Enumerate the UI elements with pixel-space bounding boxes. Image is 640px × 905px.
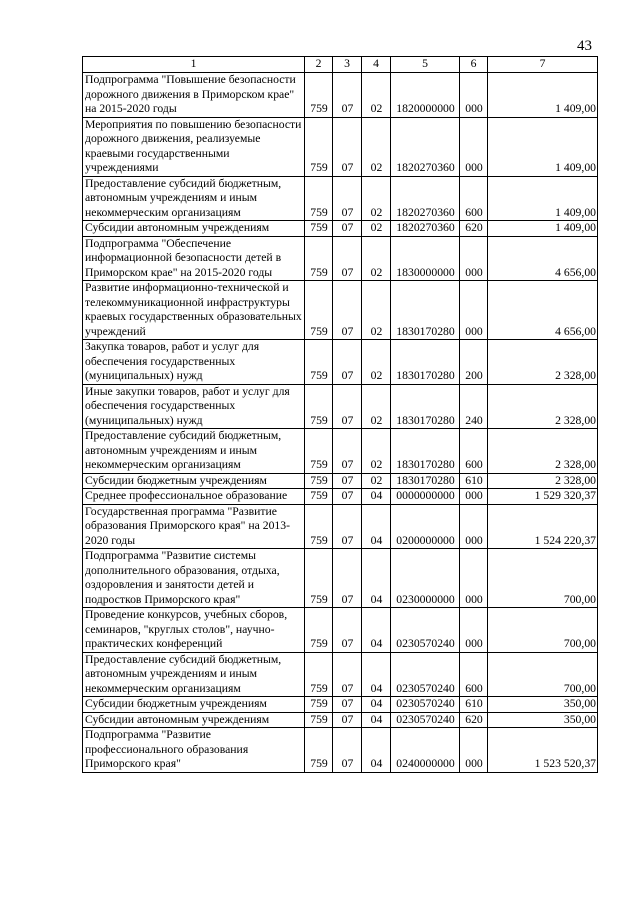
table-header-row bbox=[83, 57, 598, 73]
amount-cell: 1 409,00 bbox=[488, 221, 598, 237]
row-name: Иные закупки товаров, работ и услуг для обеспечения государственных (муниципальных) нужд bbox=[83, 384, 305, 429]
code-cell: 04 bbox=[362, 652, 391, 697]
code-cell: 759 bbox=[305, 652, 333, 697]
code-cell: 07 bbox=[333, 473, 362, 489]
table-row bbox=[83, 697, 598, 713]
code-cell: 1820000000 bbox=[391, 73, 460, 118]
amount-cell: 350,00 bbox=[488, 697, 598, 713]
code-cell: 000 bbox=[460, 608, 488, 653]
code-cell: 04 bbox=[362, 489, 391, 505]
header-cell: 5 bbox=[391, 57, 460, 73]
code-cell: 759 bbox=[305, 221, 333, 237]
amount-cell: 700,00 bbox=[488, 652, 598, 697]
code-cell: 000 bbox=[460, 728, 488, 773]
code-cell: 759 bbox=[305, 176, 333, 221]
budget-table bbox=[82, 56, 598, 773]
table-row bbox=[83, 728, 598, 773]
code-cell: 1830170280 bbox=[391, 384, 460, 429]
table-row bbox=[83, 608, 598, 653]
table-row bbox=[83, 504, 598, 549]
amount-cell: 1 524 220,37 bbox=[488, 504, 598, 549]
code-cell: 0230570240 bbox=[391, 652, 460, 697]
row-name: Подпрограмма "Развитие профессионального образования Приморского края" bbox=[83, 728, 305, 773]
row-name: Предоставление субсидий бюджетным, автономным учреждениям и иным некоммерческим организациям bbox=[83, 652, 305, 697]
table-row bbox=[83, 384, 598, 429]
code-cell: 759 bbox=[305, 236, 333, 281]
table-row bbox=[83, 73, 598, 118]
amount-cell: 700,00 bbox=[488, 608, 598, 653]
code-cell: 04 bbox=[362, 608, 391, 653]
header-cell: 1 bbox=[83, 57, 305, 73]
code-cell: 02 bbox=[362, 176, 391, 221]
code-cell: 759 bbox=[305, 504, 333, 549]
row-name: Среднее профессиональное образование bbox=[83, 489, 305, 505]
amount-cell: 4 656,00 bbox=[488, 281, 598, 340]
table-row bbox=[83, 281, 598, 340]
code-cell: 1820270360 bbox=[391, 221, 460, 237]
code-cell: 0230570240 bbox=[391, 712, 460, 728]
code-cell: 07 bbox=[333, 549, 362, 608]
amount-cell: 2 328,00 bbox=[488, 473, 598, 489]
code-cell: 1820270360 bbox=[391, 117, 460, 176]
code-cell: 07 bbox=[333, 504, 362, 549]
table-row bbox=[83, 429, 598, 474]
code-cell: 600 bbox=[460, 429, 488, 474]
page-number: 43 bbox=[577, 38, 592, 54]
code-cell: 759 bbox=[305, 73, 333, 118]
code-cell: 02 bbox=[362, 340, 391, 385]
table-row bbox=[83, 340, 598, 385]
code-cell: 07 bbox=[333, 712, 362, 728]
code-cell: 1830170280 bbox=[391, 473, 460, 489]
code-cell: 1830170280 bbox=[391, 340, 460, 385]
code-cell: 02 bbox=[362, 384, 391, 429]
code-cell: 02 bbox=[362, 236, 391, 281]
code-cell: 759 bbox=[305, 489, 333, 505]
table-row bbox=[83, 176, 598, 221]
code-cell: 02 bbox=[362, 473, 391, 489]
code-cell: 759 bbox=[305, 384, 333, 429]
row-name: Государственная программа "Развитие образования Приморского края" на 2013-2020 годы bbox=[83, 504, 305, 549]
code-cell: 07 bbox=[333, 697, 362, 713]
code-cell: 0230570240 bbox=[391, 697, 460, 713]
table-row bbox=[83, 489, 598, 505]
code-cell: 07 bbox=[333, 340, 362, 385]
code-cell: 0000000000 bbox=[391, 489, 460, 505]
header-cell: 2 bbox=[305, 57, 333, 73]
code-cell: 200 bbox=[460, 340, 488, 385]
code-cell: 07 bbox=[333, 176, 362, 221]
code-cell: 02 bbox=[362, 281, 391, 340]
code-cell: 02 bbox=[362, 429, 391, 474]
table-row bbox=[83, 549, 598, 608]
table-row bbox=[83, 712, 598, 728]
code-cell: 02 bbox=[362, 117, 391, 176]
code-cell: 07 bbox=[333, 236, 362, 281]
amount-cell: 700,00 bbox=[488, 549, 598, 608]
code-cell: 000 bbox=[460, 73, 488, 118]
row-name: Подпрограмма "Развитие системы дополнительного образования, отдыха, оздоровления и занятости детей и подростков Приморского края" bbox=[83, 549, 305, 608]
amount-cell: 1 523 520,37 bbox=[488, 728, 598, 773]
code-cell: 07 bbox=[333, 728, 362, 773]
code-cell: 620 bbox=[460, 712, 488, 728]
code-cell: 1830000000 bbox=[391, 236, 460, 281]
code-cell: 0230570240 bbox=[391, 608, 460, 653]
code-cell: 759 bbox=[305, 549, 333, 608]
table-row bbox=[83, 652, 598, 697]
amount-cell: 1 529 320,37 bbox=[488, 489, 598, 505]
code-cell: 759 bbox=[305, 429, 333, 474]
code-cell: 07 bbox=[333, 281, 362, 340]
code-cell: 07 bbox=[333, 221, 362, 237]
code-cell: 04 bbox=[362, 504, 391, 549]
code-cell: 759 bbox=[305, 117, 333, 176]
code-cell: 07 bbox=[333, 384, 362, 429]
code-cell: 759 bbox=[305, 281, 333, 340]
header-cell: 7 bbox=[488, 57, 598, 73]
code-cell: 0230000000 bbox=[391, 549, 460, 608]
code-cell: 610 bbox=[460, 473, 488, 489]
header-cell: 4 bbox=[362, 57, 391, 73]
code-cell: 1820270360 bbox=[391, 176, 460, 221]
code-cell: 759 bbox=[305, 608, 333, 653]
table-row bbox=[83, 221, 598, 237]
code-cell: 04 bbox=[362, 549, 391, 608]
code-cell: 600 bbox=[460, 176, 488, 221]
code-cell: 1830170280 bbox=[391, 281, 460, 340]
code-cell: 000 bbox=[460, 281, 488, 340]
code-cell: 02 bbox=[362, 73, 391, 118]
code-cell: 620 bbox=[460, 221, 488, 237]
code-cell: 240 bbox=[460, 384, 488, 429]
code-cell: 07 bbox=[333, 73, 362, 118]
row-name: Проведение конкурсов, учебных сборов, семинаров, "круглых столов", научно-практических конференций bbox=[83, 608, 305, 653]
row-name: Субсидии бюджетным учреждениям bbox=[83, 697, 305, 713]
row-name: Закупка товаров, работ и услуг для обеспечения государственных (муниципальных) нужд bbox=[83, 340, 305, 385]
code-cell: 000 bbox=[460, 504, 488, 549]
amount-cell: 2 328,00 bbox=[488, 384, 598, 429]
code-cell: 0240000000 bbox=[391, 728, 460, 773]
code-cell: 610 bbox=[460, 697, 488, 713]
row-name: Субсидии автономным учреждениям bbox=[83, 712, 305, 728]
row-name: Развитие информационно-технической и телекоммуникационной инфраструктуры краевых государственных образовательных учреждений bbox=[83, 281, 305, 340]
code-cell: 02 bbox=[362, 221, 391, 237]
code-cell: 07 bbox=[333, 489, 362, 505]
row-name: Предоставление субсидий бюджетным, автономным учреждениям и иным некоммерческим организациям bbox=[83, 429, 305, 474]
code-cell: 759 bbox=[305, 473, 333, 489]
code-cell: 04 bbox=[362, 712, 391, 728]
code-cell: 000 bbox=[460, 117, 488, 176]
code-cell: 07 bbox=[333, 652, 362, 697]
table-row bbox=[83, 117, 598, 176]
code-cell: 0200000000 bbox=[391, 504, 460, 549]
row-name: Подпрограмма "Повышение безопасности дорожного движения в Приморском крае" на 2015-2020 годы bbox=[83, 73, 305, 118]
amount-cell: 4 656,00 bbox=[488, 236, 598, 281]
amount-cell: 1 409,00 bbox=[488, 73, 598, 118]
code-cell: 07 bbox=[333, 429, 362, 474]
code-cell: 000 bbox=[460, 236, 488, 281]
header-cell: 6 bbox=[460, 57, 488, 73]
code-cell: 07 bbox=[333, 117, 362, 176]
code-cell: 759 bbox=[305, 712, 333, 728]
table-row bbox=[83, 473, 598, 489]
code-cell: 1830170280 bbox=[391, 429, 460, 474]
amount-cell: 1 409,00 bbox=[488, 176, 598, 221]
code-cell: 04 bbox=[362, 728, 391, 773]
header-cell: 3 bbox=[333, 57, 362, 73]
code-cell: 000 bbox=[460, 489, 488, 505]
amount-cell: 2 328,00 bbox=[488, 340, 598, 385]
row-name: Подпрограмма "Обеспечение информационной безопасности детей в Приморском крае" на 2015-2020 годы bbox=[83, 236, 305, 281]
code-cell: 07 bbox=[333, 608, 362, 653]
code-cell: 04 bbox=[362, 697, 391, 713]
code-cell: 759 bbox=[305, 340, 333, 385]
code-cell: 759 bbox=[305, 697, 333, 713]
amount-cell: 1 409,00 bbox=[488, 117, 598, 176]
code-cell: 000 bbox=[460, 549, 488, 608]
row-name: Субсидии автономным учреждениям bbox=[83, 221, 305, 237]
code-cell: 759 bbox=[305, 728, 333, 773]
row-name: Предоставление субсидий бюджетным, автономным учреждениям и иным некоммерческим организациям bbox=[83, 176, 305, 221]
row-name: Мероприятия по повышению безопасности дорожного движения, реализуемые краевыми государственными учреждениями bbox=[83, 117, 305, 176]
amount-cell: 2 328,00 bbox=[488, 429, 598, 474]
table-row bbox=[83, 236, 598, 281]
row-name: Субсидии бюджетным учреждениям bbox=[83, 473, 305, 489]
code-cell: 600 bbox=[460, 652, 488, 697]
amount-cell: 350,00 bbox=[488, 712, 598, 728]
